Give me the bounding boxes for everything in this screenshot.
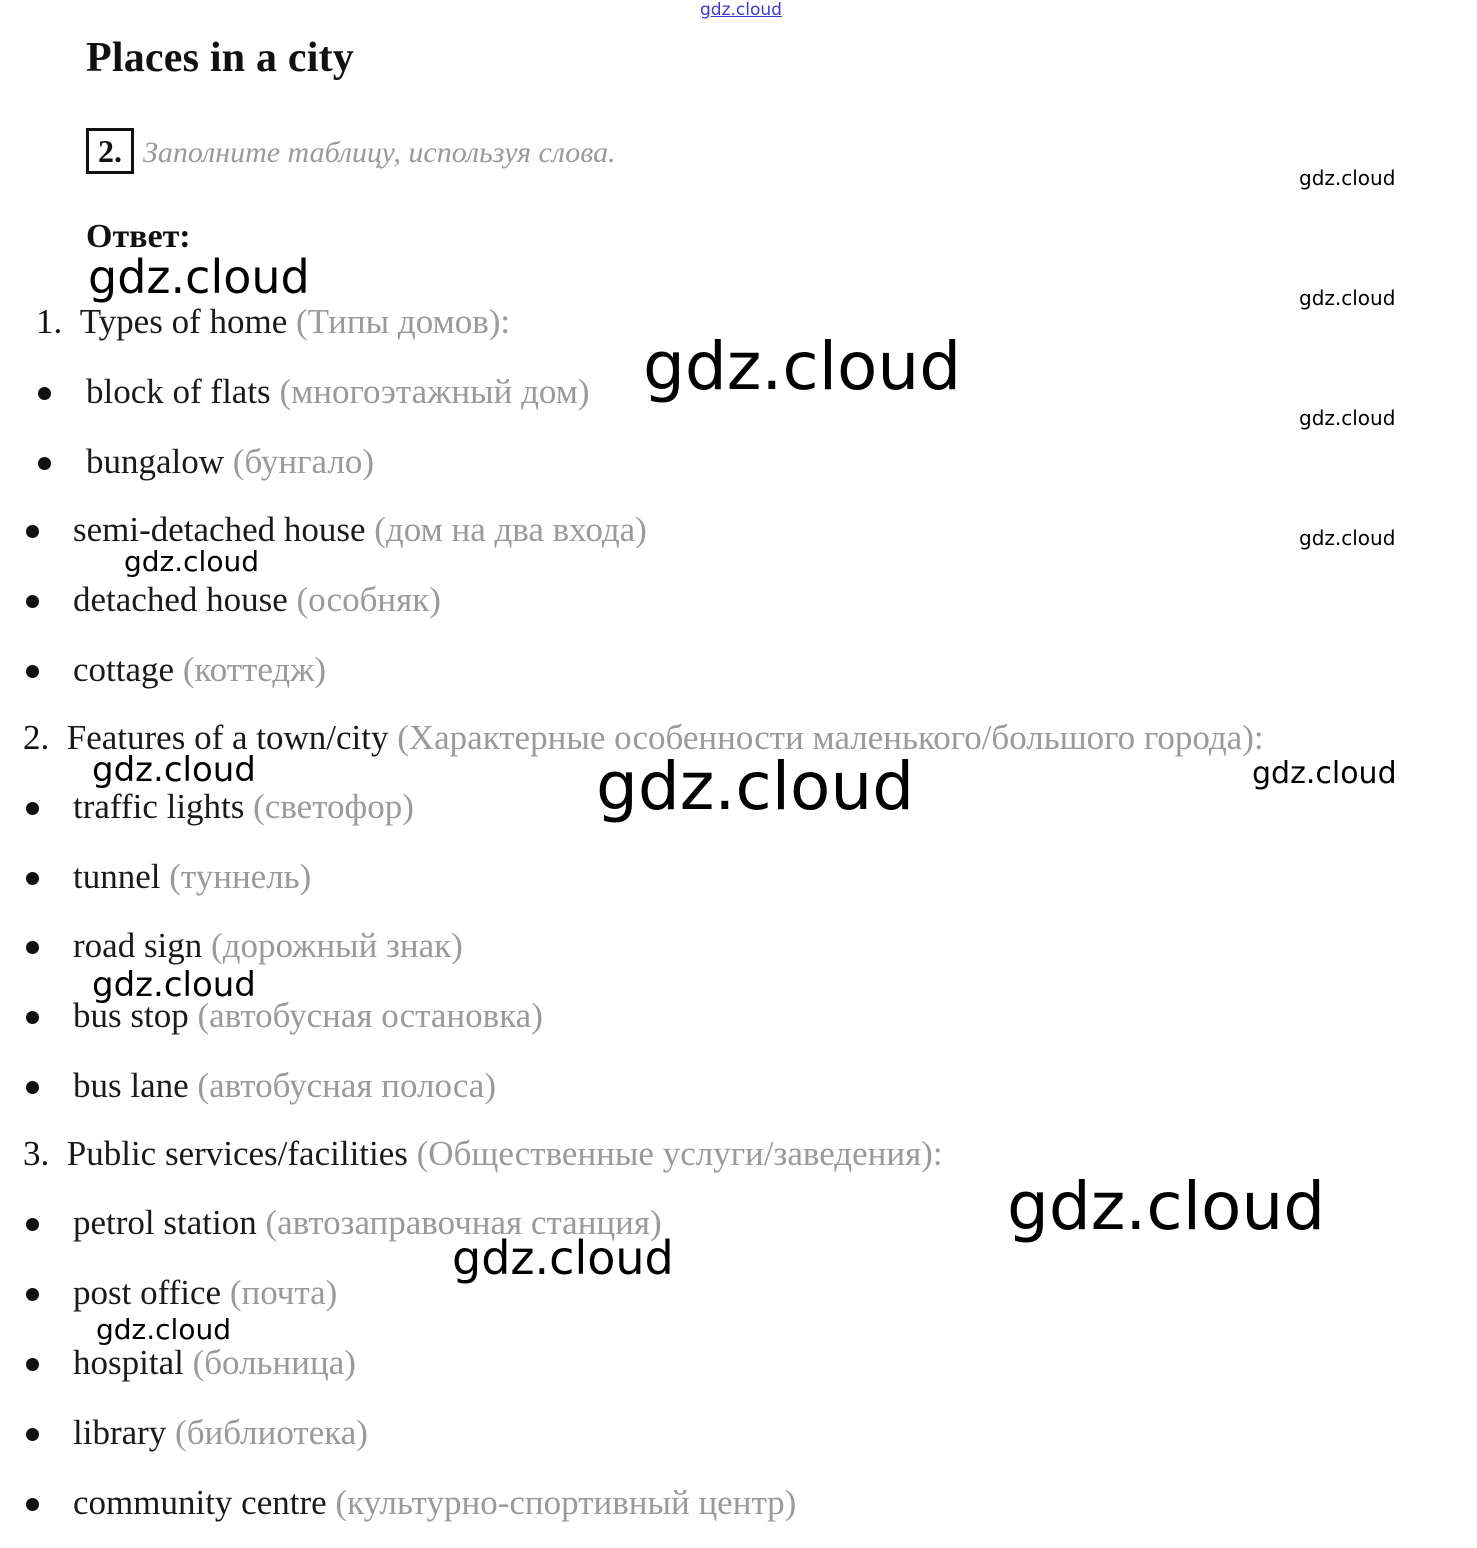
item-term: bus stop [73,996,189,1035]
list-item [73,510,647,550]
item-translation: (светофор) [253,787,414,826]
section-translation: (Типы домов): [296,302,511,341]
watermark: gdz.cloud [96,1313,231,1346]
watermark: gdz.cloud [1299,286,1396,310]
list-item [73,787,414,827]
item-term: road sign [73,926,203,965]
bullet-icon [38,387,51,400]
list-item [73,857,311,897]
item-translation: (дорожный знак) [211,926,463,965]
section-term: Features of a town/city [66,718,389,757]
answer-label: Ответ: [86,218,191,255]
item-term: cottage [73,650,175,689]
item-term: petrol station [73,1203,257,1242]
bullet-icon [26,1428,39,1441]
list-item [86,442,374,482]
bullet-icon [26,595,39,608]
watermark-top: gdz.cloud [700,0,782,20]
bullet-icon [26,1218,39,1231]
bullet-icon [38,457,51,470]
bullet-icon [26,941,39,954]
bullet-icon [26,1358,39,1371]
item-term: bus lane [73,1066,189,1105]
bullet-icon [26,665,39,678]
watermark: gdz.cloud [1299,406,1396,430]
item-term: bungalow [86,442,225,481]
item-term: community centre [73,1483,327,1522]
item-term: detached house [73,580,288,619]
page-title: Places in a city [86,35,354,81]
bullet-icon [26,1081,39,1094]
watermark: gdz.cloud [88,250,310,304]
list-item [73,1413,368,1453]
task-instruction: Заполните таблицу, используя слова. [143,136,616,169]
watermark: gdz.cloud [1252,756,1397,791]
list-item [73,580,441,620]
list-item [73,1273,337,1313]
item-translation: (культурно-спортивный центр) [335,1483,797,1522]
watermark: gdz.cloud [124,545,259,578]
list-item [86,372,590,412]
watermark: gdz.cloud [1007,1168,1326,1245]
item-translation: (автозаправочная станция) [265,1203,662,1242]
item-translation: (больница) [192,1343,356,1382]
bullet-icon [26,1498,39,1511]
item-term: block of flats [86,372,271,411]
list-item [73,650,326,690]
section-translation: (Характерные особенности маленького/большого города): [397,718,1264,757]
bullet-icon [26,1011,39,1024]
watermark: gdz.cloud [643,328,962,405]
list-item [73,1343,356,1383]
item-translation: (библиотека) [175,1413,368,1452]
item-translation: (почта) [229,1273,338,1312]
watermark: gdz.cloud [1299,166,1396,190]
item-translation: (многоэтажный дом) [279,372,590,411]
watermark: gdz.cloud [596,748,915,825]
list-item [73,926,463,966]
item-term: traffic lights [73,787,245,826]
list-item [73,1483,796,1523]
watermark: gdz.cloud [452,1231,674,1285]
item-term: hospital [73,1343,184,1382]
item-translation: (особняк) [296,580,441,619]
bullet-icon [26,802,39,815]
item-translation: (автобусная полоса) [197,1066,496,1105]
item-translation: (дом на два входа) [374,510,647,549]
item-term: tunnel [73,857,161,896]
section-term: Types of home [79,302,288,341]
list-item [73,1066,496,1106]
task-number-box: 2. [86,128,134,174]
bullet-icon [26,1288,39,1301]
section-number: 2. [23,718,50,757]
item-term: semi-detached house [73,510,366,549]
item-term: post office [73,1273,222,1312]
watermark: gdz.cloud [1299,526,1396,550]
item-translation: (туннель) [169,857,312,896]
item-translation: (автобусная остановка) [197,996,543,1035]
watermark: gdz.cloud [92,965,256,1005]
item-translation: (бунгало) [232,442,374,481]
section-number: 3. [23,1134,50,1173]
section-term: Public services/facilities [66,1134,408,1173]
bullet-icon [26,525,39,538]
item-translation: (коттедж) [182,650,327,689]
bullet-icon [26,872,39,885]
watermark: gdz.cloud [92,750,256,790]
item-term: library [73,1413,167,1452]
section-heading-3 [23,1134,943,1174]
section-number: 1. [36,302,63,341]
section-translation: (Общественные услуги/заведения): [416,1134,943,1173]
section-heading-1 [36,302,510,342]
